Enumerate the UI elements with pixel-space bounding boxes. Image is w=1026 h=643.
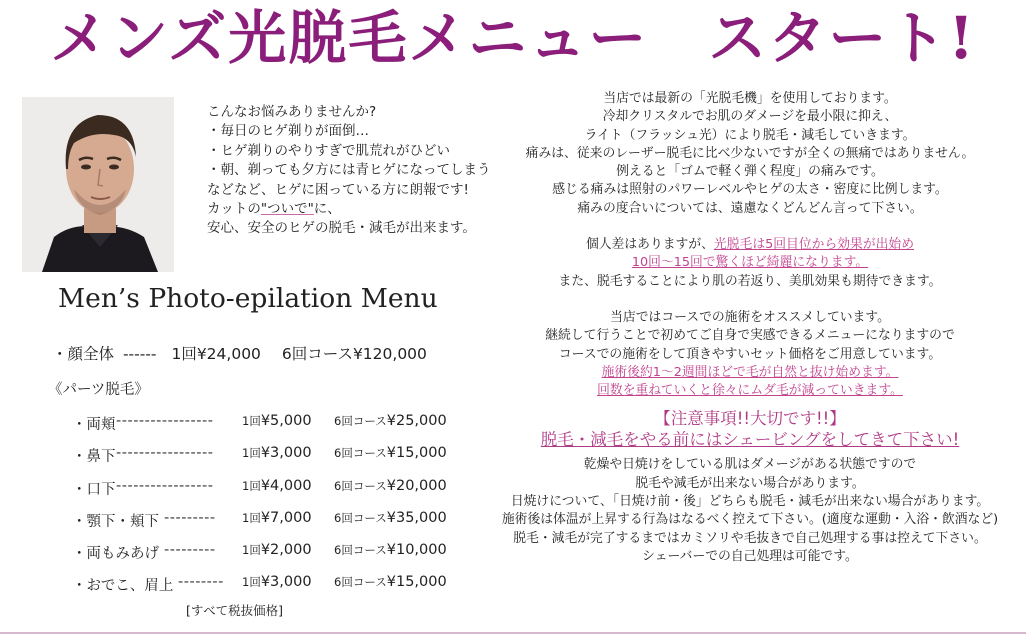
part-single-amount: ¥7,000 <box>260 509 312 526</box>
part-dash: -------- <box>178 574 224 591</box>
face-course-price: 6回コース¥120,000 <box>281 345 427 363</box>
info-highlight: 光脱毛は5回目位から効果が出始め <box>713 237 915 253</box>
part-name: ・鼻下 <box>72 449 116 466</box>
info-line: 感じる痛みは照射のパワーレベルやヒゲの太さ・密度に比例します。 <box>552 182 948 198</box>
part-single-price <box>242 542 312 558</box>
part-course-price <box>334 478 447 494</box>
part-course-amount: ¥15,000 <box>386 574 447 591</box>
part-single-amount: ¥3,000 <box>260 574 312 591</box>
part-single-count: 1回 <box>242 446 261 461</box>
concern-line: などなど、ヒゲに困っている方に朗報です! <box>207 181 469 198</box>
part-dash: --------- <box>164 542 216 559</box>
part-course-price <box>334 574 447 590</box>
part-single-price <box>242 413 312 429</box>
part-name: ・両もみあげ <box>72 546 159 563</box>
part-name: ・おでこ、眉上 <box>72 578 174 595</box>
info-line: 日焼けについて、「日焼け前・後」どちらも脱毛・減毛が出来ない場合があります。 <box>510 494 990 510</box>
caution-subheading <box>500 429 1000 450</box>
part-dash: ----------------- <box>116 413 214 429</box>
tax-note: [すべて税抜価格] <box>186 603 284 618</box>
part-dash: ----------------- <box>116 445 214 462</box>
concern-line: 安心、安全のヒゲの脱毛・減毛が出来ます。 <box>207 220 476 237</box>
part-course-amount: ¥35,000 <box>386 509 447 526</box>
part-course-amount: ¥10,000 <box>386 542 447 559</box>
info-highlight: 10回～15回で驚くほど綺麗になります。 <box>631 255 869 271</box>
caution-shaving-notice: 脱毛・減毛をやる前にはシェービングをしてきて下さい! <box>540 430 960 450</box>
face-name: ・顔全体 <box>52 345 115 363</box>
info-highlight-line <box>500 254 1000 272</box>
info-line: また、脱毛することにより肌の若返り、美肌効果も期待できます。 <box>558 273 942 289</box>
parts-price-row <box>72 506 492 538</box>
info-line: 例えると「ゴムで軽く弾く程度」の痛みです。 <box>616 164 884 180</box>
info-line: 当店ではコースでの施術をオススメしています。 <box>610 309 890 325</box>
part-dash: --------- <box>164 509 216 526</box>
face-dash: ------ <box>122 345 157 363</box>
concern-cut-before: カットの <box>207 201 261 218</box>
info-highlight-line <box>500 364 1000 382</box>
part-course-amount: ¥20,000 <box>386 477 447 494</box>
part-course-price <box>334 413 447 429</box>
part-dash: ----------------- <box>116 477 214 494</box>
info-line: 痛みの度合いについては、遠慮なくどんどん言って下さい。 <box>577 200 923 216</box>
part-course-label: 6回コース <box>334 446 387 461</box>
parts-price-row <box>72 441 492 473</box>
info-highlight: 施術後約1～2週間ほどで毛が自然と抜け始めます。 <box>601 364 899 380</box>
part-single-amount: ¥4,000 <box>260 477 312 494</box>
parts-price-row <box>72 409 492 441</box>
parts-price-list <box>72 409 492 603</box>
bottom-divider <box>0 632 1026 634</box>
part-single-count: 1回 <box>242 414 261 428</box>
part-course-label: 6回コース <box>334 414 387 428</box>
info-effect-line <box>500 236 1000 254</box>
part-course-price <box>334 510 447 526</box>
part-single-price <box>242 478 312 494</box>
part-course-label: 6回コース <box>334 478 387 493</box>
part-single-count: 1回 <box>242 478 261 493</box>
info-line: 冷却クリスタルでお肌のダメージを最小限に抑え、 <box>602 109 898 125</box>
part-single-amount: ¥5,000 <box>260 413 312 429</box>
face-single-price: 1回¥24,000 <box>171 345 261 363</box>
part-course-price <box>334 445 447 461</box>
part-single-price <box>242 445 312 461</box>
menu-title: Men’s Photo-epilation Menu <box>58 283 438 314</box>
parts-heading: 《パーツ脱毛》 <box>48 382 149 398</box>
part-single-count: 1回 <box>242 543 261 558</box>
part-single-price <box>242 510 312 526</box>
info-highlight-line <box>500 382 1000 400</box>
part-course-label: 6回コース <box>334 510 387 525</box>
parts-price-row <box>72 570 492 602</box>
part-course-label: 6回コース <box>334 575 387 590</box>
concern-text-block <box>207 103 507 239</box>
part-single-count: 1回 <box>242 575 261 590</box>
concern-line: ・朝、剃っても夕方には青ヒゲになってしまう <box>207 162 491 179</box>
info-line: 継続して行うことで初めてご自身で実感できるメニューになりますので <box>545 328 955 344</box>
part-name: ・口下 <box>72 481 116 498</box>
info-line: 脱毛や減毛が出来ない場合があります。 <box>635 475 865 491</box>
part-name: ・両頬 <box>72 417 116 433</box>
part-course-amount: ¥15,000 <box>386 445 447 462</box>
info-line: 乾燥や日焼けをしている肌はダメージがある状態ですので <box>583 457 917 473</box>
concern-line: こんなお悩みありませんか? <box>207 104 377 120</box>
part-course-label: 6回コース <box>334 543 387 558</box>
info-line: 当店では最新の「光脱毛機」を使用しております。 <box>603 91 897 106</box>
part-single-amount: ¥3,000 <box>260 445 312 462</box>
part-single-amount: ¥2,000 <box>260 542 312 559</box>
page-title: メンズ光脱毛メニュー スタート! <box>50 4 976 72</box>
info-line: 脱毛・減毛が完了するまではカミソリや毛抜きで自己処理する事は控えて下さい。 <box>513 530 987 546</box>
caution-heading: 【注意事項!!大切です!!】 <box>654 409 846 429</box>
info-line: ライト（フラッシュ光）により脱毛・減毛していきます。 <box>584 127 916 143</box>
model-portrait-image <box>22 97 174 272</box>
part-single-price <box>242 574 312 590</box>
info-line: 痛みは、従来のレーザー脱毛に比べ少ないですが全くの無痛ではありません。 <box>525 145 975 161</box>
info-text-column <box>500 90 1000 566</box>
concern-line: ・毎日のヒゲ剃りが面倒… <box>207 123 369 140</box>
part-name: ・顎下・頬下 <box>72 513 159 530</box>
parts-price-row <box>72 538 492 570</box>
concern-cut-quote: "ついで" <box>260 201 314 218</box>
concern-cut-line <box>207 200 507 219</box>
info-line: 施術後は体温が上昇する行為はなるべく控えて下さい。(適度な運動・入浴・飲酒など) <box>501 512 999 528</box>
part-course-amount: ¥25,000 <box>386 413 447 429</box>
concern-cut-after: に、 <box>313 201 341 218</box>
info-highlight: 回数を重ねていくと徐々にムダ毛が減っていきます。 <box>597 383 903 399</box>
info-line: コースでの施術をして頂きやすいセット価格をご用意しています。 <box>558 346 942 362</box>
parts-price-row <box>72 474 492 506</box>
part-single-count: 1回 <box>242 510 261 525</box>
concern-line: ・ヒゲ剃りのやりすぎで肌荒れがひどい <box>207 142 450 159</box>
info-effect-prefix: 個人差はありますが、 <box>585 237 714 253</box>
part-course-price <box>334 542 447 558</box>
info-line: シェーバーでの自己処理は可能です。 <box>642 548 858 564</box>
face-price-row <box>52 342 427 364</box>
